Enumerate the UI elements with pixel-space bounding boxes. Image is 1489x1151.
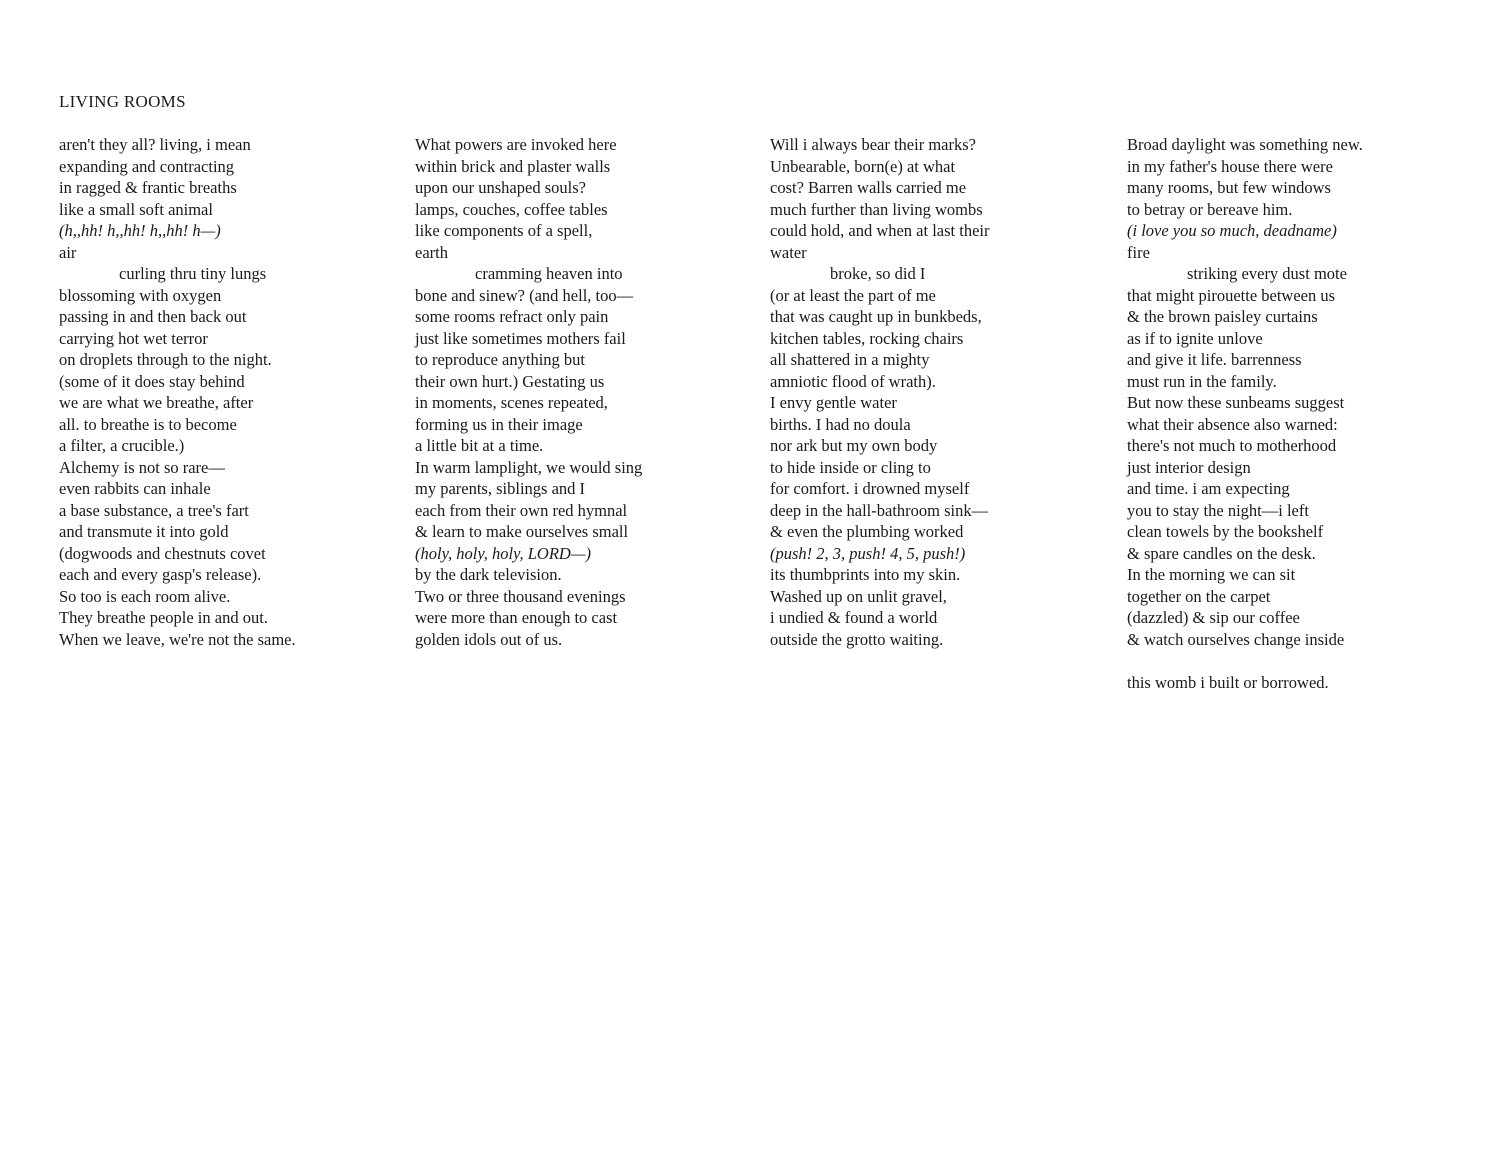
- poem-line: aren't they all? living, i mean: [59, 135, 251, 154]
- poem-line: a filter, a crucible.): [59, 436, 185, 455]
- poem-line: striking every dust mote: [1187, 264, 1347, 283]
- poem-line: cramming heaven into: [475, 264, 623, 283]
- poem-line: clean towels by the bookshelf: [1127, 522, 1324, 541]
- poem-line: What powers are invoked here: [415, 135, 617, 154]
- poem-line: for comfort. i drowned myself: [770, 479, 970, 498]
- poem-line: deep in the hall-bathroom sink—: [770, 500, 989, 520]
- poem-line: Will i always bear their marks?: [770, 135, 976, 154]
- poem-line: a little bit at a time.: [415, 436, 544, 455]
- poem-line: in ragged & frantic breaths: [59, 178, 237, 197]
- poem-line: (i love you so much, deadname): [1127, 221, 1337, 240]
- poem-line: many rooms, but few windows: [1127, 178, 1331, 197]
- poem-line: broke, so did I: [830, 264, 926, 283]
- poem-line: & watch ourselves change inside: [1127, 629, 1345, 649]
- poem-line: all shattered in a mighty: [770, 350, 930, 369]
- poem-line: their own hurt.) Gestating us: [415, 371, 605, 391]
- poem-line: what their absence also warned:: [1127, 414, 1338, 434]
- poem-line: (or at least the part of me: [770, 285, 936, 305]
- poem-line: and time. i am expecting: [1127, 479, 1290, 498]
- poem-line: upon our unshaped souls?: [415, 178, 586, 197]
- poem-line: each from their own red hymnal: [415, 500, 628, 520]
- poem-line: to reproduce anything but: [415, 350, 585, 369]
- poem-line: each and every gasp's release).: [59, 565, 262, 584]
- poem-line: some rooms refract only pain: [415, 307, 609, 326]
- poem-line: cost? Barren walls carried me: [770, 178, 967, 197]
- stanza-column-1: [59, 134, 399, 650]
- poem-line: just like sometimes mothers fail: [415, 328, 626, 348]
- poem-line: were more than enough to cast: [415, 608, 618, 627]
- poem-line: forming us in their image: [415, 414, 583, 434]
- stanza-column-2: [415, 134, 755, 650]
- poem-line: (holy, holy, holy, LORD—): [415, 543, 591, 563]
- poem-line: my parents, siblings and I: [415, 479, 586, 498]
- poem-line: to betray or bereave him.: [1127, 199, 1293, 219]
- poem-line: just interior design: [1127, 457, 1251, 477]
- poem-line: passing in and then back out: [59, 307, 247, 326]
- page-title: LIVING ROOMS: [59, 92, 186, 111]
- poem-line: together on the carpet: [1127, 586, 1271, 606]
- poem-line: When we leave, we're not the same.: [59, 629, 296, 649]
- poem-line: you to stay the night—i left: [1127, 500, 1309, 520]
- poem-line: that was caught up in bunkbeds,: [770, 307, 982, 326]
- poem-line: earth: [415, 242, 448, 262]
- poem-line: But now these sunbeams suggest: [1127, 393, 1345, 412]
- poem-line: I envy gentle water: [770, 393, 897, 412]
- poem-line: (dazzled) & sip our coffee: [1127, 608, 1300, 627]
- stanza-column-3: [770, 134, 1110, 650]
- poem-line: In the morning we can sit: [1127, 565, 1296, 584]
- poem-line: and give it life. barrenness: [1127, 350, 1302, 369]
- poem-line: in moments, scenes repeated,: [415, 393, 608, 412]
- poem-line: fire: [1127, 242, 1150, 262]
- poem-line: kitchen tables, rocking chairs: [770, 328, 964, 348]
- poem-line: (some of it does stay behind: [59, 371, 245, 391]
- poem-line: Unbearable, born(e) at what: [770, 156, 956, 176]
- poem-line: They breathe people in and out.: [59, 608, 268, 627]
- poem-line: within brick and plaster walls: [415, 156, 611, 176]
- poem-line: on droplets through to the night.: [59, 350, 272, 369]
- poem-line: this womb i built or borrowed.: [1127, 672, 1329, 692]
- poem-line: must run in the family.: [1127, 371, 1277, 391]
- poem-line: much further than living wombs: [770, 199, 983, 219]
- poem-line: carrying hot wet terror: [59, 328, 208, 348]
- poem-line: by the dark television.: [415, 565, 562, 584]
- poem-line: (h,,hh! h,,hh! h,,hh! h—): [59, 221, 221, 240]
- poem-line: we are what we breathe, after: [59, 393, 254, 412]
- poem-line: and transmute it into gold: [59, 522, 229, 541]
- poem-line: air: [59, 242, 77, 262]
- poem-line: expanding and contracting: [59, 156, 235, 176]
- poem-line: a base substance, a tree's fart: [59, 500, 249, 520]
- poem-line: golden idols out of us.: [415, 629, 563, 649]
- poem-line: curling thru tiny lungs: [119, 264, 267, 283]
- poem-line: (dogwoods and chestnuts covet: [59, 543, 266, 563]
- poem-line: like a small soft animal: [59, 199, 213, 219]
- poem-line: there's not much to motherhood: [1127, 436, 1337, 455]
- poem-line: as if to ignite unlove: [1127, 328, 1263, 348]
- poem-line: blossoming with oxygen: [59, 285, 222, 305]
- poem-line: that might pirouette between us: [1127, 285, 1336, 305]
- poem-line: like components of a spell,: [415, 221, 593, 240]
- poem-line: outside the grotto waiting.: [770, 629, 944, 649]
- poem-line: [1127, 650, 1467, 672]
- poem-line: Washed up on unlit gravel,: [770, 586, 947, 606]
- poem-line: Two or three thousand evenings: [415, 586, 626, 606]
- poem-line: to hide inside or cling to: [770, 457, 931, 477]
- poem-line: & learn to make ourselves small: [415, 522, 629, 541]
- poem-line: (push! 2, 3, push! 4, 5, push!): [770, 543, 966, 563]
- poem-line: births. I had no doula: [770, 414, 911, 434]
- poem-line: water: [770, 242, 807, 262]
- poem-line: i undied & found a world: [770, 608, 938, 627]
- poem-line: Broad daylight was something new.: [1127, 135, 1363, 154]
- poem-line: So too is each room alive.: [59, 586, 231, 606]
- poem-line: In warm lamplight, we would sing: [415, 457, 643, 477]
- poem-line: in my father's house there were: [1127, 156, 1333, 176]
- poem-line: amniotic flood of wrath).: [770, 371, 936, 391]
- poem-line: even rabbits can inhale: [59, 479, 211, 498]
- poem-line: & even the plumbing worked: [770, 522, 964, 541]
- poem-line: & spare candles on the desk.: [1127, 543, 1316, 563]
- poem-line: bone and sinew? (and hell, too—: [415, 285, 634, 305]
- poem-line: its thumbprints into my skin.: [770, 565, 961, 584]
- poem-line: & the brown paisley curtains: [1127, 307, 1318, 326]
- poem-line: Alchemy is not so rare—: [59, 457, 225, 477]
- stanza-column-4: [1127, 134, 1467, 693]
- poem-line: lamps, couches, coffee tables: [415, 199, 608, 219]
- poem-line: could hold, and when at last their: [770, 221, 990, 240]
- poem-line: all. to breathe is to become: [59, 414, 237, 434]
- poem-line: nor ark but my own body: [770, 436, 938, 455]
